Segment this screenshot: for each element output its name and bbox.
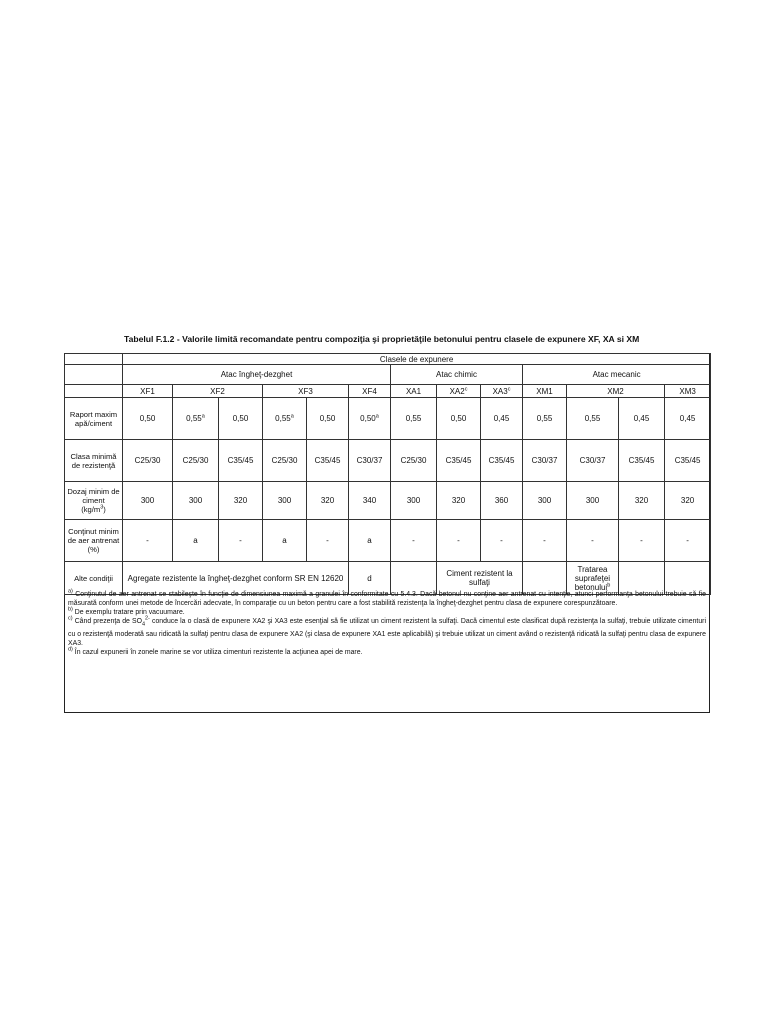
footnote-b: $^{b)}$ De exemplu tratare prin vacuumare. (68, 606, 185, 617)
table-cell: 0,55 (567, 398, 619, 440)
table-cell: - (437, 520, 481, 562)
table-cell: C35/45 (307, 440, 349, 482)
table-cell: 360 (481, 482, 523, 520)
table-cell: C25/30 (173, 440, 219, 482)
row-label: Clasa minimă de rezistenţă (65, 440, 123, 482)
class-header: XF2 (173, 385, 263, 398)
class-header: XM2 (567, 385, 665, 398)
class-header: XA1 (391, 385, 437, 398)
category-header-mechanical: Atac mecanic (523, 365, 711, 385)
table-row-dozaj (65, 482, 711, 520)
table-cell: 320 (619, 482, 665, 520)
footnote-a: $^{a)}$ Conţinutul de aer antrenat se stabileşte în funcţie de dimensiunea maximă a granulei în conformitate cu 5.4.3. Dacă betonul nu conţine aer antrenat cu intenţie, atunci performanţa betonului trebuie să fie măsurată conform unei metode de încercări adecvate, în comparaţie cu un beton pentru care a fost stabilită rezistenţa la îngheţ-dezghet pentru clasa de expunere corespunzătoare. (68, 588, 706, 608)
table-cell: C35/45 (665, 440, 711, 482)
table-cell: C25/30 (123, 440, 173, 482)
table-cell: 0,50 (307, 398, 349, 440)
table-cell: a (263, 520, 307, 562)
table-cell: 300 (567, 482, 619, 520)
table-cell: a (349, 520, 391, 562)
table-cell: 0,50 (437, 398, 481, 440)
table-cell: 300 (263, 482, 307, 520)
table-cell: 340 (349, 482, 391, 520)
exposure-classes-table (64, 353, 711, 595)
table-cell: 0,55 (391, 398, 437, 440)
table-cell: 320 (437, 482, 481, 520)
table-cell: 0,50 (219, 398, 263, 440)
class-header: XF4 (349, 385, 391, 398)
table-cell: 300 (123, 482, 173, 520)
category-header-chemical: Atac chimic (391, 365, 523, 385)
table-cell: 320 (307, 482, 349, 520)
table-cell: 0,45 (481, 398, 523, 440)
table-cell: C35/45 (437, 440, 481, 482)
table-cell: - (523, 520, 567, 562)
table-cell: - (123, 520, 173, 562)
row-label: Dozaj minim de ciment $(kg/m^3)$ (65, 482, 123, 520)
table-cell: 0,55$^a$ (173, 398, 219, 440)
table-row (65, 354, 711, 365)
table-footnotes (68, 590, 706, 657)
table-cell: - (391, 520, 437, 562)
empty-cell (65, 385, 123, 398)
class-header: XM3 (665, 385, 711, 398)
table-cell: Tratarea suprafeţei betonului$^b$ (567, 562, 619, 595)
table-cell: - (219, 520, 263, 562)
row-label: Alte condiţii (65, 562, 123, 595)
class-header: XF1 (123, 385, 173, 398)
table-cell: 0,45 (665, 398, 711, 440)
table-cell: C35/45 (219, 440, 263, 482)
table-cell: 300 (173, 482, 219, 520)
class-header: XA3$^c$ (481, 385, 523, 398)
row-label: Conţinut minim de aer antrenat (%) (65, 520, 123, 562)
table-cell: C35/45 (481, 440, 523, 482)
group-header: Clasele de expunere (123, 354, 711, 365)
table-cell: 0,45 (619, 398, 665, 440)
table-row-clasa (65, 440, 711, 482)
table-cell: C30/37 (567, 440, 619, 482)
table-cell: 320 (219, 482, 263, 520)
table-cell: Ciment rezistent la sulfaţi (437, 562, 523, 595)
table-title: Tabelul F.1.2 - Valorile limită recomandate pentru compoziţia şi proprietăţile betonului pentru clasele de expunere XF, XA si XM (124, 334, 640, 344)
category-header-freeze: Atac îngheţ-dezghet (123, 365, 391, 385)
row-label: Raport maxim apă/ciment (65, 398, 123, 440)
table-cell: C30/37 (349, 440, 391, 482)
table-cell: C25/30 (263, 440, 307, 482)
class-header: XF3 (263, 385, 349, 398)
table-row (65, 385, 711, 398)
empty-cell (65, 365, 123, 385)
table-cell: 300 (391, 482, 437, 520)
table-cell: - (481, 520, 523, 562)
table-row (65, 365, 711, 385)
table-cell: 0,50$^a$ (349, 398, 391, 440)
table-cell: - (619, 520, 665, 562)
table-cell: d (349, 562, 391, 595)
table-cell: C30/37 (523, 440, 567, 482)
table-cell: 0,55$^a$ (263, 398, 307, 440)
table-cell: 0,50 (123, 398, 173, 440)
table-row-continut (65, 520, 711, 562)
table-cell: 300 (523, 482, 567, 520)
table-cell: Agregate rezistente la îngheţ-dezghet conform SR EN 12620 (123, 562, 349, 595)
footnote-d: $^{d)}$ În cazul expunerii în zonele marine se vor utiliza cimenturi rezistente la acţiunea apei de mare. (68, 646, 363, 656)
table-cell: - (567, 520, 619, 562)
class-header: XM1 (523, 385, 567, 398)
table-cell: - (307, 520, 349, 562)
table-cell: - (665, 520, 711, 562)
table-cell: C25/30 (391, 440, 437, 482)
table-cell: 0,55 (523, 398, 567, 440)
table-cell: 320 (665, 482, 711, 520)
table-row-raport (65, 398, 711, 440)
empty-cell (65, 354, 123, 365)
footnote-c: $^{c)}$ Când prezenţa de $SO_4^{2-}$ conduce la o clasă de expunere XA2 şi XA3 este esenţial să fie utilizat un ciment rezistent la sulfaţi. Dacă cimentul este clasificat după rezistenţa la sulfaţi, trebuie utilizate cimenturi cu o rezistenţă moderată sau ridicată la sulfaţi pentru clasa de expunere XA2 (şi clasa de expunere XA1 este aplicabilă) şi trebuie utilizat un ciment având o rezistenţă ridicată la sulfaţi pentru clasa de expunere XA3. (68, 615, 706, 647)
table-cell: a (173, 520, 219, 562)
class-header: XA2$^c$ (437, 385, 481, 398)
table-cell: C35/45 (619, 440, 665, 482)
